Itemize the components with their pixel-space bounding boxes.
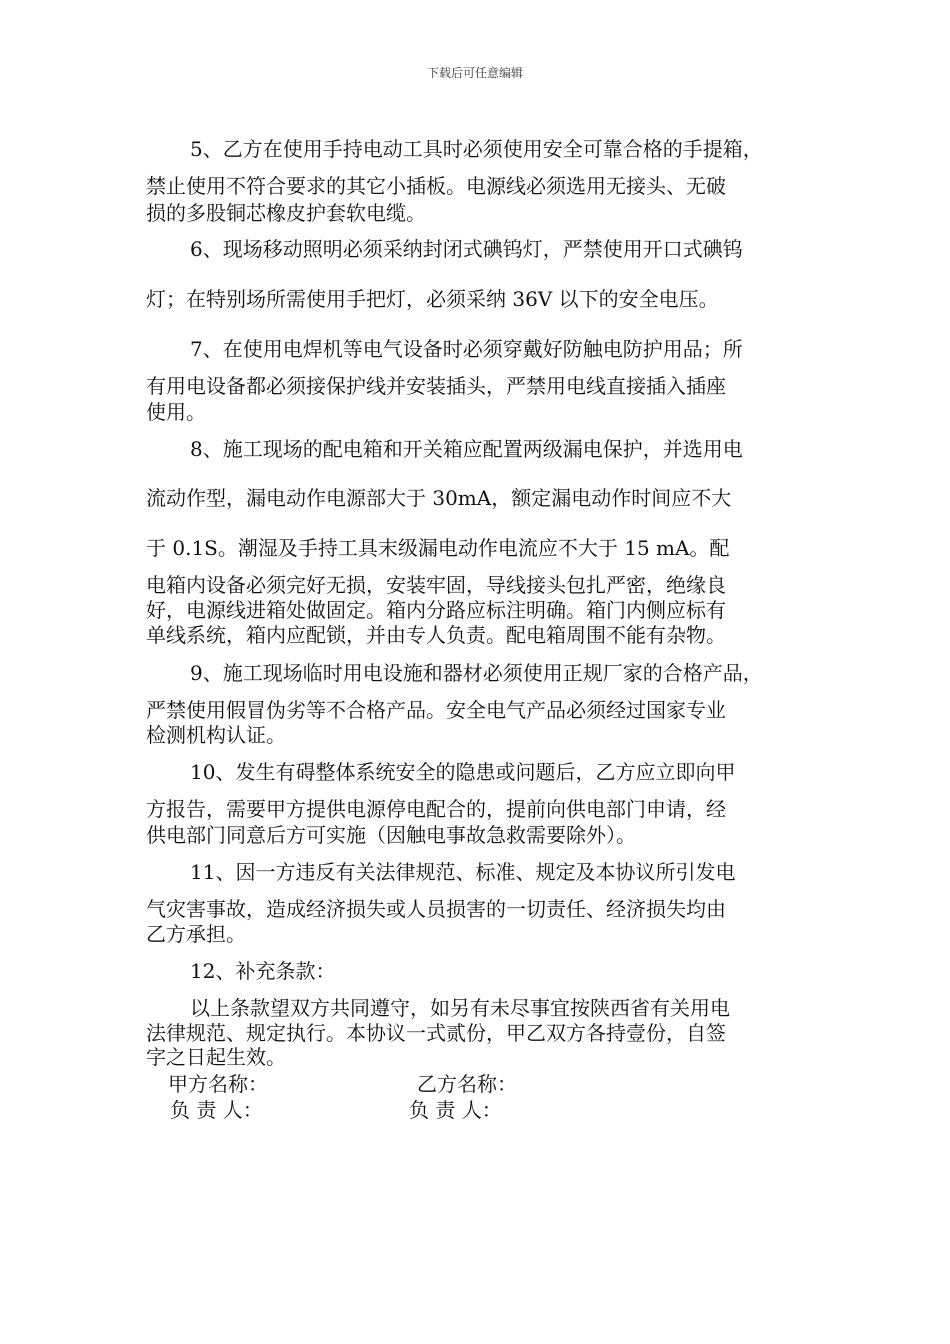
clause-7-line-1: 7、在使用电焊机等电气设备时必须穿戴好防触电防护用品；所 — [190, 337, 743, 361]
clause-12-line-1: 12、补充条款： — [190, 959, 336, 983]
clause-9-line-1: 9、施工现场临时用电设施和器材必须使用正规厂家的合格产品， — [190, 661, 763, 685]
clause-10-line-1: 10、发生有碍整体系统安全的隐患或问题后，乙方应立即向甲 — [190, 760, 736, 784]
clause-5-line-2: 禁止使用不符合要求的其它小插板。电源线必须选用无接头、无破 — [146, 174, 726, 198]
clause-7-line-2: 有用电设备都必须接保护线并安装插头，严禁用电线直接插入插座 — [146, 374, 726, 398]
clause-5-line-1: 5、乙方在使用手持电动工具时必须使用安全可靠合格的手提箱， — [190, 137, 763, 161]
clause-7-line-3: 使用。 — [146, 400, 206, 424]
clause-8-line-4: 电箱内设备必须完好无损，安装牢固，导线接头包扎严密，绝缘良 — [146, 573, 726, 597]
party-b-name-label: 乙方名称： — [417, 1072, 517, 1096]
clause-9-line-3: 检测机构认证。 — [146, 723, 286, 747]
closing-line-2: 法律规范、规定执行。本协议一式贰份，甲乙双方各持壹份，自签 — [146, 1021, 726, 1045]
party-b-person-label: 负 责 人： — [409, 1098, 502, 1122]
clause-8-line-2: 流动作型，漏电动作电源部大于 30mA，额定漏电动作时间应不大 — [146, 486, 732, 510]
clause-9-line-2: 严禁使用假冒伪劣等不合格产品。安全电气产品必须经过国家专业 — [146, 698, 726, 722]
party-a-person-label: 负 责 人： — [170, 1098, 263, 1122]
party-a-name-label: 甲方名称： — [168, 1072, 268, 1096]
clause-8-line-5: 好，电源线进箱处做固定。箱内分路应标注明确。箱门内侧应标有 — [146, 598, 726, 622]
clause-8-line-1: 8、施工现场的配电箱和开关箱应配置两级漏电保护，并选用电 — [190, 437, 743, 461]
clause-8-line-6: 单线系统，箱内应配锁，并由专人负责。配电箱周围不能有杂物。 — [146, 623, 726, 647]
clause-11-line-3: 乙方承担。 — [146, 922, 246, 946]
clause-11-line-2: 气灾害事故，造成经济损失或人员损害的一切责任、经济损失均由 — [146, 897, 726, 921]
clause-6-line-2: 灯；在特别场所需使用手把灯，必须采纳 36V 以下的安全电压。 — [146, 287, 719, 311]
closing-line-3: 字之日起生效。 — [146, 1045, 286, 1069]
page-header: 下载后可任意编辑 — [426, 66, 523, 80]
clause-11-line-1: 11、因一方违反有关法律规范、标准、规定及本协议所引发电 — [190, 860, 736, 884]
clause-10-line-2: 方报告，需要甲方提供电源停电配合的，提前向供电部门申请，经 — [146, 797, 726, 821]
clause-10-line-3: 供电部门同意后方可实施（因触电事故急救需要除外）。 — [146, 823, 636, 847]
clause-5-line-3: 损的多股铜芯橡皮护套软电缆。 — [146, 201, 426, 225]
clause-8-line-3: 于 0.1S。潮湿及手持工具末级漏电动作电流应不大于 15 mA。配 — [146, 536, 730, 560]
clause-6-line-1: 6、现场移动照明必须采纳封闭式碘钨灯，严禁使用开口式碘钨 — [190, 237, 743, 261]
closing-line-1: 以上条款望双方共同遵守，如另有未尽事宜按陕西省有关用电 — [190, 996, 730, 1020]
